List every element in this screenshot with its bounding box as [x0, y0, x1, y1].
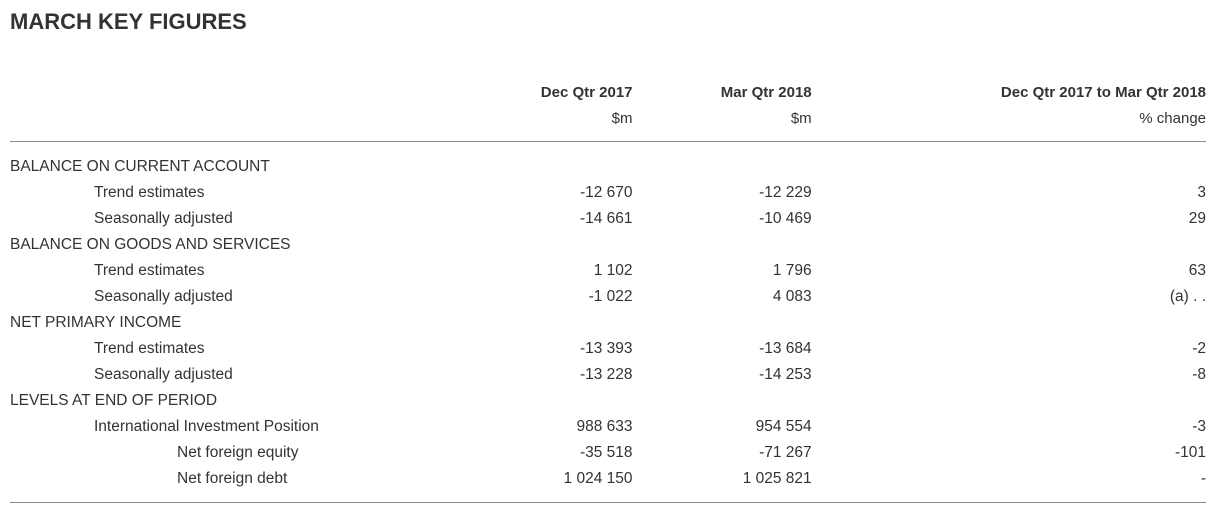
- section-empty-cell: [633, 154, 812, 180]
- section-empty-cell: [480, 154, 632, 180]
- row-label: Trend estimates: [94, 340, 205, 357]
- row-label: Seasonally adjusted: [94, 366, 233, 383]
- value-mar-qtr-2018: -14 253: [759, 366, 812, 383]
- unit-change: % change: [1139, 109, 1206, 127]
- header-empty: [10, 79, 480, 105]
- value-dec-qtr-2017: -13 228: [579, 366, 633, 383]
- value-mar-qtr-2018: 4 083: [772, 288, 812, 305]
- unit-empty: [10, 105, 480, 131]
- table-row: [10, 284, 1206, 310]
- value-dec-qtr-2017: 988 633: [576, 418, 633, 435]
- section-empty-cell: [633, 310, 812, 336]
- table-row: [10, 336, 1206, 362]
- section-heading: NET PRIMARY INCOME: [10, 314, 182, 331]
- value-dec-qtr-2017: -12 670: [579, 184, 633, 201]
- section-empty-cell: [480, 310, 632, 336]
- section-heading: BALANCE ON CURRENT ACCOUNT: [10, 158, 270, 175]
- value-percent-change: -: [1200, 470, 1206, 487]
- header-gap: [10, 142, 1206, 155]
- table-row: [10, 466, 1206, 492]
- unit-dec-qtr-2017: $m: [611, 109, 633, 127]
- value-percent-change: 29: [1188, 210, 1206, 227]
- section-row: [10, 310, 1206, 336]
- unit-row: [10, 105, 1206, 131]
- value-percent-change: -2: [1192, 340, 1206, 357]
- table-row: [10, 206, 1206, 232]
- row-label: Trend estimates: [94, 262, 205, 279]
- value-percent-change: 63: [1188, 262, 1206, 279]
- value-mar-qtr-2018: 1 025 821: [742, 470, 812, 487]
- section-heading: LEVELS AT END OF PERIOD: [10, 392, 218, 409]
- section-row: [10, 232, 1206, 258]
- header-mar-qtr-2018: Mar Qtr 2018: [720, 83, 812, 101]
- table-row: [10, 440, 1206, 466]
- value-mar-qtr-2018: -10 469: [759, 210, 812, 227]
- section-empty-cell: [480, 388, 632, 414]
- value-dec-qtr-2017: -35 518: [579, 444, 633, 461]
- value-dec-qtr-2017: -13 393: [579, 340, 633, 357]
- value-mar-qtr-2018: 954 554: [755, 418, 812, 435]
- section-empty-cell: [812, 310, 1206, 336]
- value-mar-qtr-2018: -13 684: [759, 340, 812, 357]
- row-label: International Investment Position: [94, 418, 319, 435]
- value-dec-qtr-2017: 1 102: [593, 262, 633, 279]
- row-label: Seasonally adjusted: [94, 288, 233, 305]
- value-dec-qtr-2017: -1 022: [588, 288, 633, 305]
- section-empty-cell: [480, 232, 632, 258]
- value-percent-change: -101: [1174, 444, 1206, 461]
- header-change-period: Dec Qtr 2017 to Mar Qtr 2018: [1000, 83, 1206, 101]
- row-label: Seasonally adjusted: [94, 210, 233, 227]
- table-row: [10, 362, 1206, 388]
- header-dec-qtr-2017: Dec Qtr 2017: [540, 83, 633, 101]
- row-label: Net foreign debt: [177, 470, 288, 487]
- table-body: [10, 154, 1206, 503]
- value-percent-change: (a) . .: [1169, 288, 1206, 305]
- row-label: Trend estimates: [94, 184, 205, 201]
- value-mar-qtr-2018: -71 267: [759, 444, 812, 461]
- unit-mar-qtr-2018: $m: [790, 109, 812, 127]
- section-row: [10, 154, 1206, 180]
- table-row: [10, 180, 1206, 206]
- key-figures-table: [10, 79, 1206, 503]
- table-row: [10, 258, 1206, 284]
- row-label: Net foreign equity: [177, 444, 299, 461]
- section-empty-cell: [812, 388, 1206, 414]
- section-empty-cell: [633, 388, 812, 414]
- section-row: [10, 388, 1206, 414]
- header-divider: [10, 131, 1206, 142]
- value-mar-qtr-2018: -12 229: [759, 184, 812, 201]
- header-row: [10, 79, 1206, 105]
- table-row: [10, 414, 1206, 440]
- table-header: [10, 79, 1206, 154]
- value-percent-change: -8: [1192, 366, 1206, 383]
- section-empty-cell: [812, 232, 1206, 258]
- section-heading: BALANCE ON GOODS AND SERVICES: [10, 236, 291, 253]
- value-percent-change: 3: [1197, 184, 1206, 201]
- table-bottom-divider: [10, 492, 1206, 503]
- value-dec-qtr-2017: -14 661: [579, 210, 633, 227]
- page-title: MARCH KEY FIGURES: [10, 9, 247, 34]
- section-empty-cell: [633, 232, 812, 258]
- value-mar-qtr-2018: 1 796: [772, 262, 812, 279]
- section-empty-cell: [812, 154, 1206, 180]
- value-percent-change: -3: [1192, 418, 1206, 435]
- value-dec-qtr-2017: 1 024 150: [563, 470, 633, 487]
